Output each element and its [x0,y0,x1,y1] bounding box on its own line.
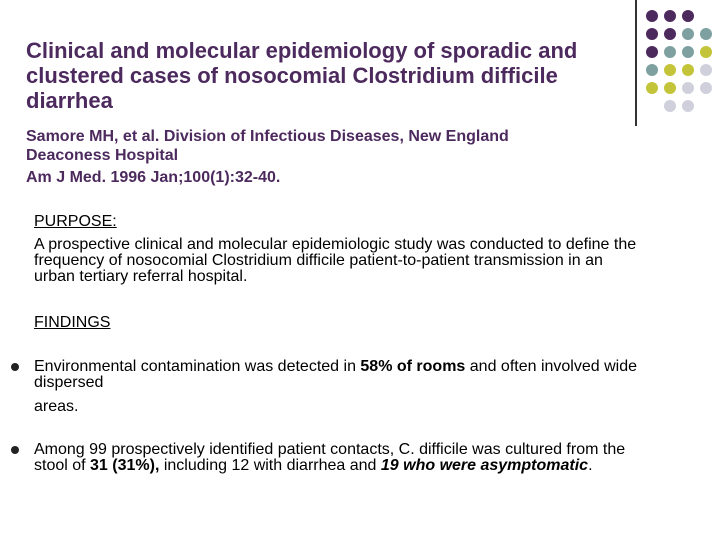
decorative-dot [664,100,676,112]
purpose-text: A prospective clinical and molecular epidemiologic study was conducted to define the frequency of nosocomial Clostridium difficile patient-to-patient transmission in an urban tertiary referral hospital. [34,236,637,285]
finding-text: and often involved wide dispersed [34,358,637,391]
finding-highlight: 31 (31%), [90,457,160,474]
decorative-dot [664,10,676,22]
bullet-icon [11,363,19,371]
decorative-dot [682,10,694,22]
finding-text: Among 99 prospectively identified patient contacts, C. difficile was cultured from the stool of [34,441,626,474]
decorative-dot [682,46,694,58]
citation-institution: Deaconess Hospital [26,147,179,164]
finding-highlight: 58% of rooms [360,358,466,375]
decorative-dot [646,46,658,58]
decorative-dot [682,100,694,112]
finding-item [34,359,646,391]
finding-text: Environmental contamination was detected in [34,358,361,375]
decorative-dot [646,28,658,40]
decorative-dot [664,28,676,40]
decorative-dot [664,82,676,94]
decorative-dot [664,46,676,58]
decorative-dot [646,82,658,94]
decorative-dot [682,82,694,94]
citation-block [26,127,638,187]
finding-continuation: areas. [34,398,79,415]
finding-text: . [588,457,593,474]
finding-highlight-italic: 19 who were asymptomatic [380,457,589,474]
finding-item [34,442,646,474]
bullet-icon [11,446,19,454]
findings-heading: FINDINGS [34,314,111,331]
purpose-heading: PURPOSE: [34,213,117,230]
decorative-dot [682,28,694,40]
decorative-dot [700,28,712,40]
slide-title: Clinical and molecular epidemiology of sporadic and clustered cases of nosocomial Clostridium difficile diarrhea [26,38,578,113]
decorative-dot [646,10,658,22]
decorative-vertical-rule [635,0,637,126]
decorative-dot [700,82,712,94]
finding-text: including 12 with diarrhea and [159,457,381,474]
decorative-dot [700,46,712,58]
decorative-dot [682,64,694,76]
citation-authors: Samore MH, et al. Division of Infectious Diseases, New England [26,128,509,145]
decorative-dot [646,64,658,76]
citation-journal: Am J Med. 1996 Jan;100(1):32-40. [26,169,281,186]
decorative-dot [664,64,676,76]
decorative-dot [700,64,712,76]
